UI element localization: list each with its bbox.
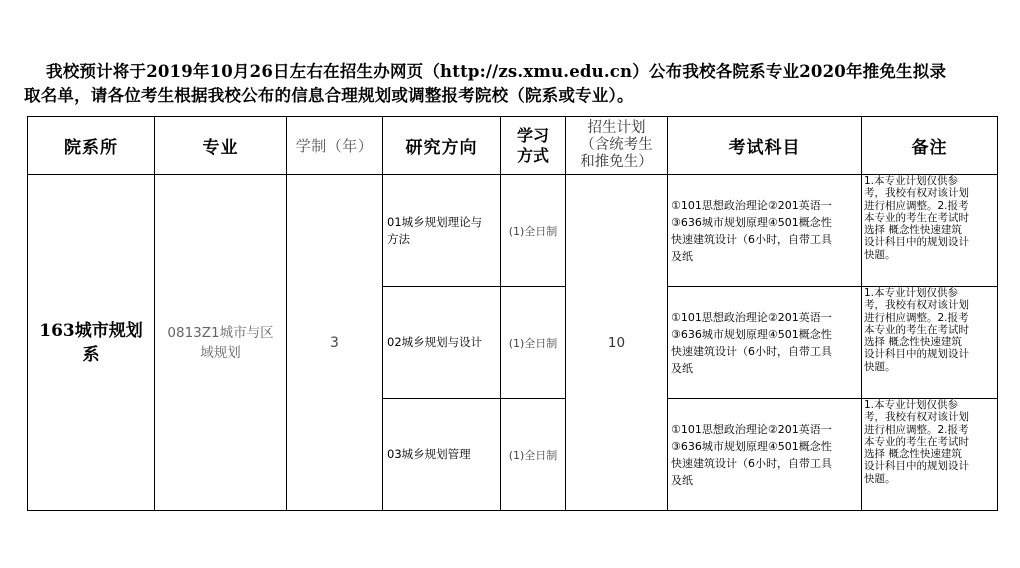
header-major: 专业 [155, 117, 287, 175]
direction-line1: 01城乡规划理论与 [387, 214, 483, 229]
direction-line2: 方法 [387, 231, 410, 246]
plan-cell: 10 [566, 175, 668, 511]
direction-cell [383, 287, 501, 399]
study-mode-cell: (1)全日制 [501, 287, 566, 399]
header-note: 备注 [862, 117, 998, 175]
note-line: 考，我校有权对该计划 [864, 411, 969, 424]
note-line: 考，我校有权对该计划 [864, 299, 969, 312]
admission-table [27, 116, 998, 511]
note-line: 选择 概念性快速建筑 [864, 224, 962, 237]
header-study-mode [501, 117, 566, 175]
table-row [28, 175, 998, 287]
note-line: 本专业的考生在考试时 [864, 211, 969, 224]
exam-line: 及纸 [671, 361, 693, 375]
direction-cell [383, 399, 501, 511]
header-years: 学制（年） [287, 117, 383, 175]
study-mode-cell: (1)全日制 [501, 399, 566, 511]
exam-line: ③636城市规划原理④501概念性 [671, 439, 832, 453]
header-direction: 研究方向 [383, 117, 501, 175]
exam-cell [668, 175, 862, 287]
exam-line: 及纸 [671, 249, 693, 263]
exam-line: ①101思想政治理论②201英语一 [671, 422, 832, 436]
note-line: 1.本专业计划仅供参 [864, 287, 959, 299]
exam-line: 快速建筑设计（6小时，自带工具 [671, 456, 832, 470]
note-line: 进行相应调整。2.报考 [864, 311, 969, 324]
exam-line: 快速建筑设计（6小时，自带工具 [671, 344, 832, 358]
note-line: 1.本专业计划仅供参 [864, 175, 959, 187]
direction-cell [383, 175, 501, 287]
header-plan-line2: （含统考生 [580, 137, 653, 153]
note-line: 选择 概念性快速建筑 [864, 336, 962, 349]
note-line: 选择 概念性快速建筑 [864, 448, 962, 461]
exam-cell [668, 399, 862, 511]
major-line2: 域规划 [200, 344, 241, 361]
exam-line: ③636城市规划原理④501概念性 [671, 327, 832, 341]
exam-line: 及纸 [671, 473, 693, 487]
header-exam: 考试科目 [668, 117, 862, 175]
exam-line: ③636城市规划原理④501概念性 [671, 215, 832, 229]
header-plan-line3: 和推免生） [580, 154, 653, 170]
note-line: 本专业的考生在考试时 [864, 323, 969, 336]
note-line: 1.本专业计划仅供参 [864, 399, 959, 411]
header-study-mode-line1: 学习 [516, 125, 549, 145]
note-line: 考，我校有权对该计划 [864, 187, 969, 200]
dept-line1: 163城市规划 [39, 320, 143, 341]
intro-line-2: 取名单，请各位考生根据我校公布的信息合理规划或调整报考院校（院系或专业）。 [24, 86, 634, 105]
note-line: 设计科目中的规划设计 [864, 236, 969, 249]
direction-line1: 03城乡规划管理 [387, 447, 471, 461]
intro-line-1: 我校预计将于2019年10月26日左右在招生办网页（http://zs.xmu.edu.cn）公布我校各院系专业2020年推免生拟录 [46, 62, 947, 81]
note-cell [862, 399, 998, 511]
header-study-mode-line2: 方式 [516, 145, 549, 165]
header-row [28, 117, 998, 175]
note-line: 设计科目中的规划设计 [864, 460, 969, 473]
direction-line1: 02城乡规划与设计 [387, 335, 483, 349]
years-cell: 3 [287, 175, 383, 511]
note-line: 快题。 [864, 360, 896, 373]
header-dept: 院系所 [28, 117, 155, 175]
major-cell [155, 175, 287, 511]
exam-line: 快速建筑设计（6小时，自带工具 [671, 232, 832, 246]
exam-cell [668, 287, 862, 399]
dept-cell [28, 175, 155, 511]
exam-line: ①101思想政治理论②201英语一 [671, 198, 832, 212]
intro-paragraph [24, 60, 999, 108]
note-line: 进行相应调整。2.报考 [864, 423, 969, 436]
note-cell [862, 287, 998, 399]
note-line: 快题。 [864, 248, 896, 261]
exam-line: ①101思想政治理论②201英语一 [671, 310, 832, 324]
major-line1: 0813Z1城市与区 [167, 324, 274, 341]
note-line: 设计科目中的规划设计 [864, 348, 969, 361]
note-cell [862, 175, 998, 287]
note-line: 快题。 [864, 472, 896, 485]
header-plan-line1: 招生计划 [587, 120, 646, 136]
header-plan [566, 117, 668, 175]
dept-line2: 系 [82, 344, 100, 365]
note-line: 进行相应调整。2.报考 [864, 199, 969, 212]
note-line: 本专业的考生在考试时 [864, 435, 969, 448]
study-mode-cell: (1)全日制 [501, 175, 566, 287]
